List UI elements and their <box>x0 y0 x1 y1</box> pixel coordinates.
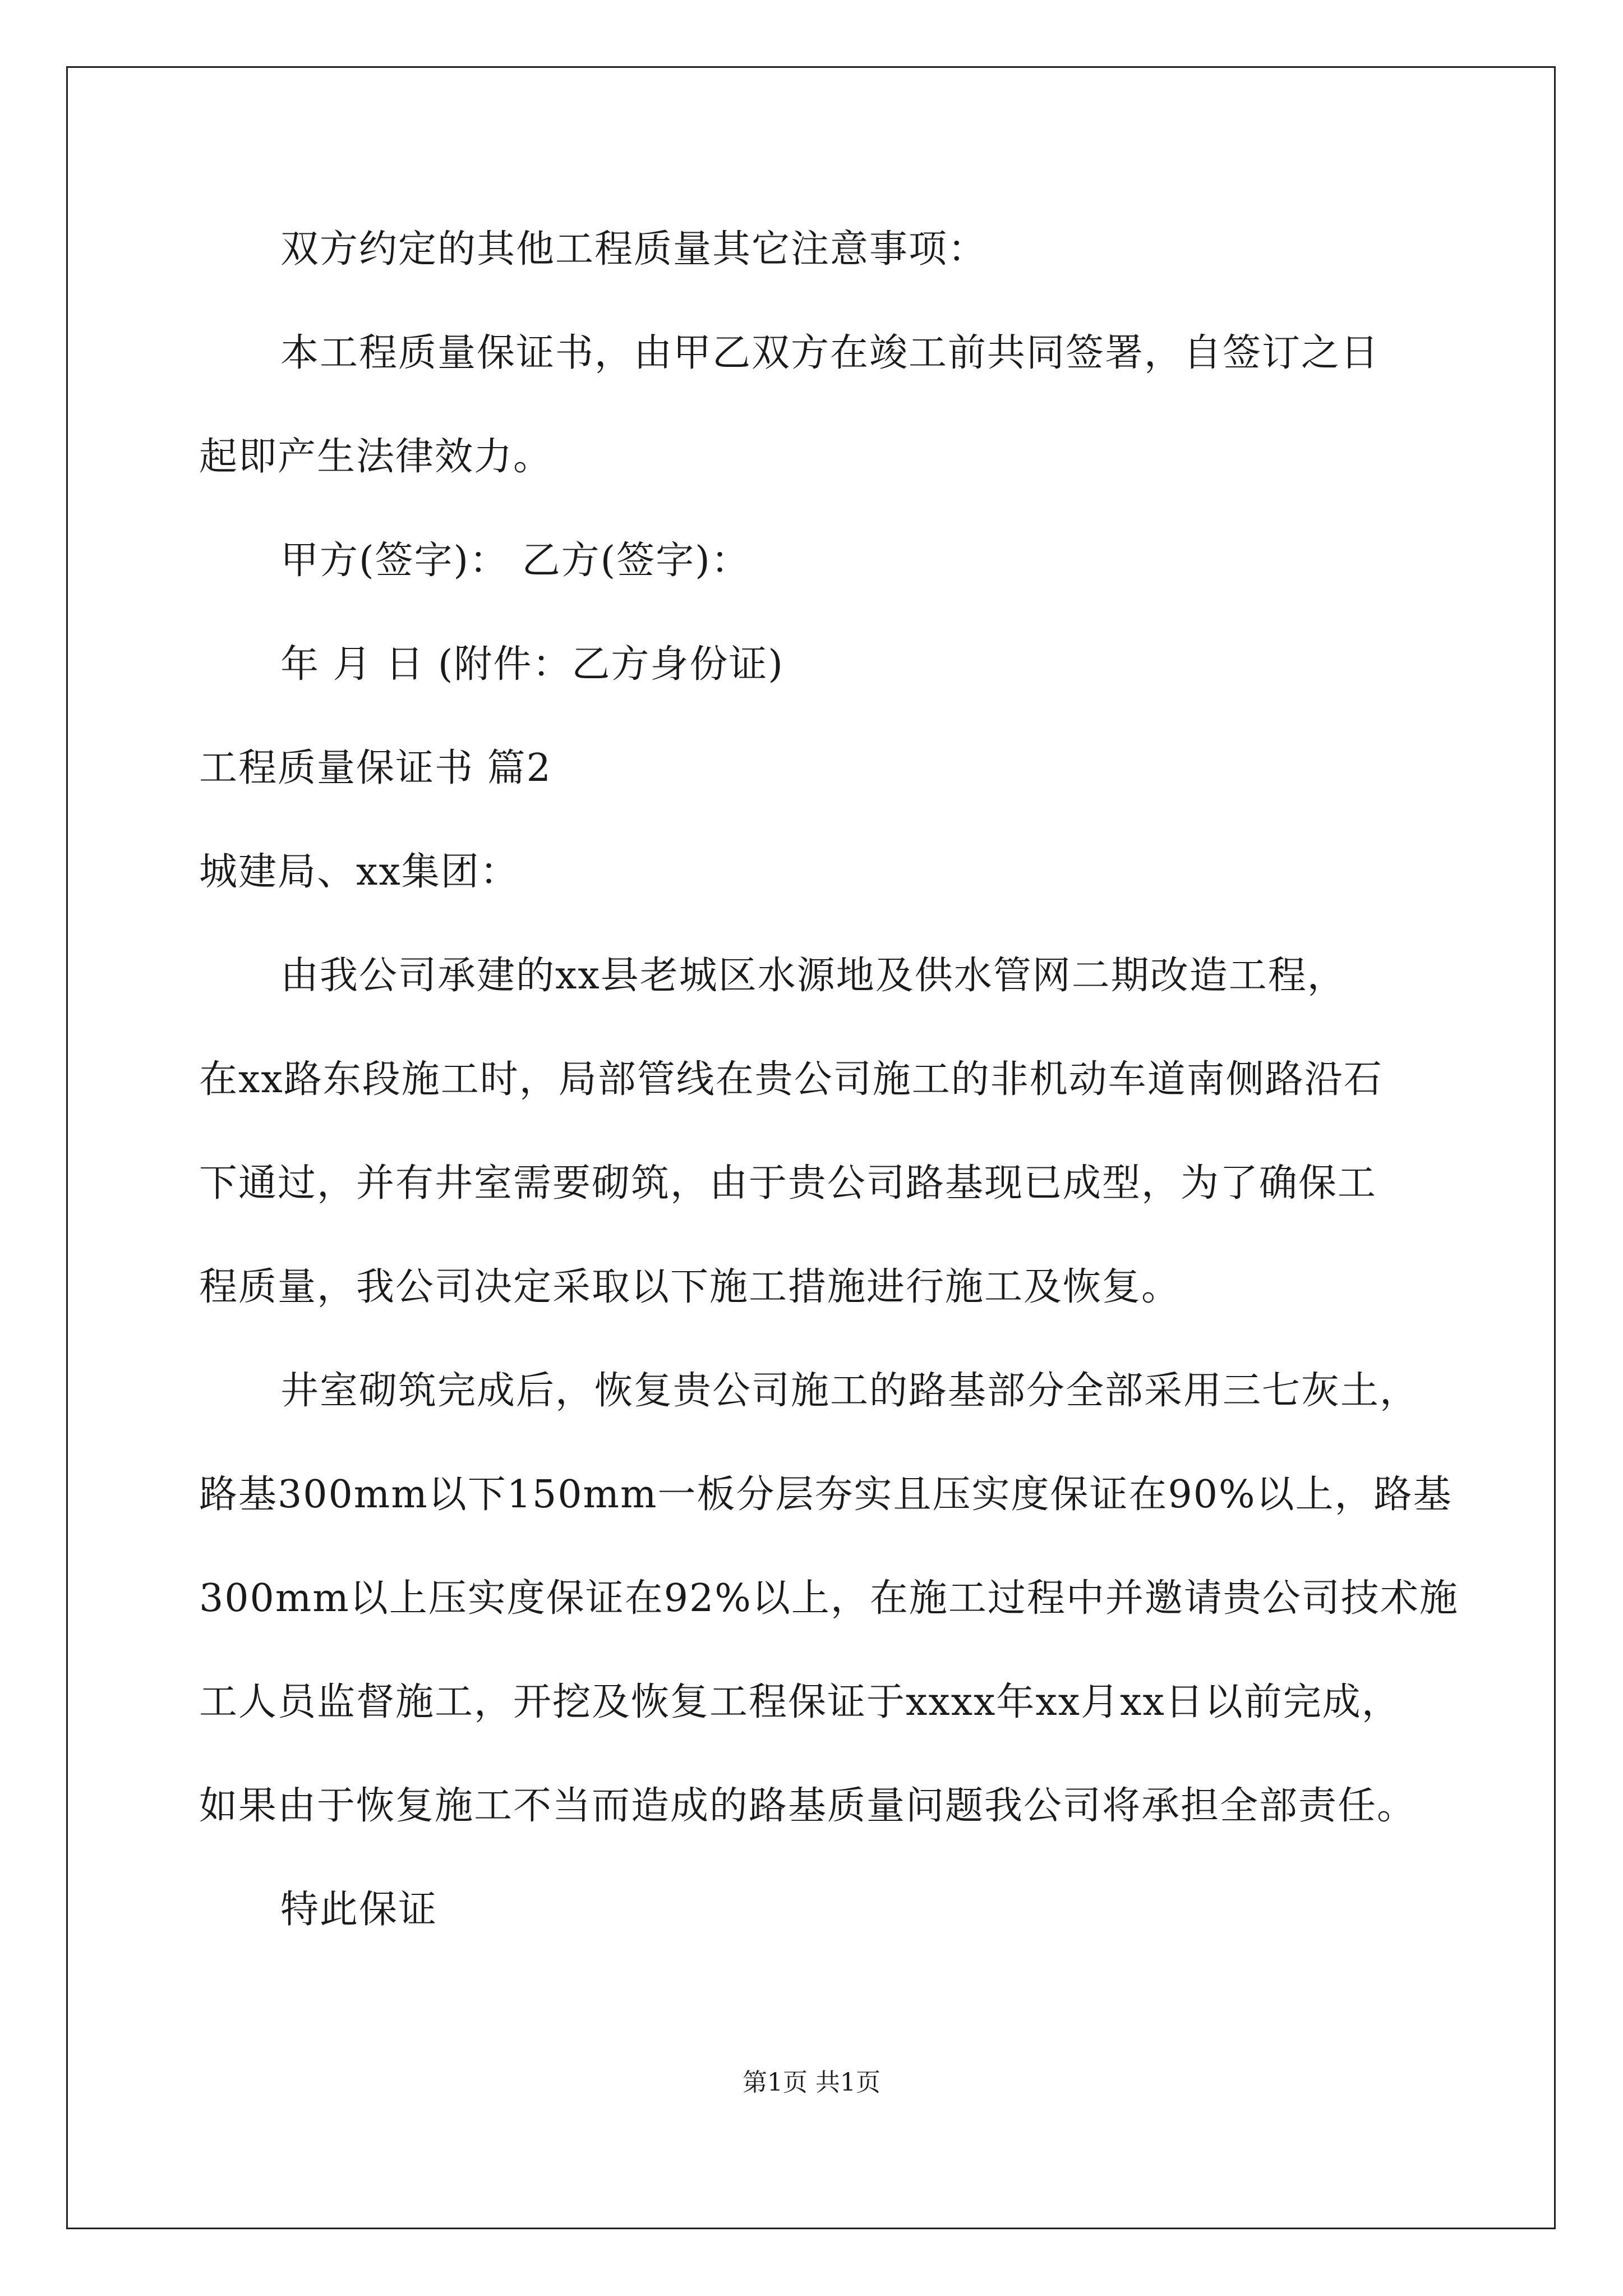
addressee-line: 城建局、xx集团： <box>199 850 519 894</box>
section-heading: 工程质量保证书 篇2 <box>199 746 552 790</box>
paragraph-line: 由我公司承建的xx县老城区水源地及供水管网二期改造工程， <box>280 954 1347 998</box>
paragraph-line: 起即产生法律效力。 <box>199 435 553 479</box>
paragraph-line: 工人员监督施工，开挖及恢复工程保证于xxxx年xx月xx日以前完成， <box>199 1680 1401 1724</box>
paragraph-line: 本工程质量保证书，由甲乙双方在竣工前共同签署，自签订之日 <box>280 331 1380 375</box>
date-line: 年 月 日 (附件：乙方身份证) <box>280 642 784 687</box>
paragraph-line: 300mm以上压实度保证在92%以上，在施工过程中并邀请贵公司技术施 <box>199 1576 1459 1621</box>
paragraph-line: 路基300mm以下150mm一板分层夯实且压实度保证在90%以上，路基 <box>199 1473 1453 1517</box>
page-number: 第1页 共1页 <box>743 2068 880 2097</box>
paragraph-line: 程质量，我公司决定采取以下施工措施进行施工及恢复。 <box>199 1265 1181 1309</box>
paragraph-line: 井室砌筑完成后，恢复贵公司施工的路基部分全部采用三七灰土， <box>280 1369 1419 1413</box>
signature-line: 甲方(签字)： 乙方(签字)： <box>280 539 750 583</box>
paragraph-line: 双方约定的其他工程质量其它注意事项： <box>280 227 988 272</box>
paragraph-line: 下通过，并有井室需要砌筑，由于贵公司路基现已成型，为了确保工 <box>199 1161 1377 1205</box>
paragraph-line: 在xx路东段施工时，局部管线在贵公司施工的非机动车道南侧路沿石 <box>199 1057 1383 1102</box>
paragraph-line: 如果由于恢复施工不当而造成的路基质量问题我公司将承担全部责任。 <box>199 1784 1417 1828</box>
closing-line: 特此保证 <box>280 1888 438 1932</box>
